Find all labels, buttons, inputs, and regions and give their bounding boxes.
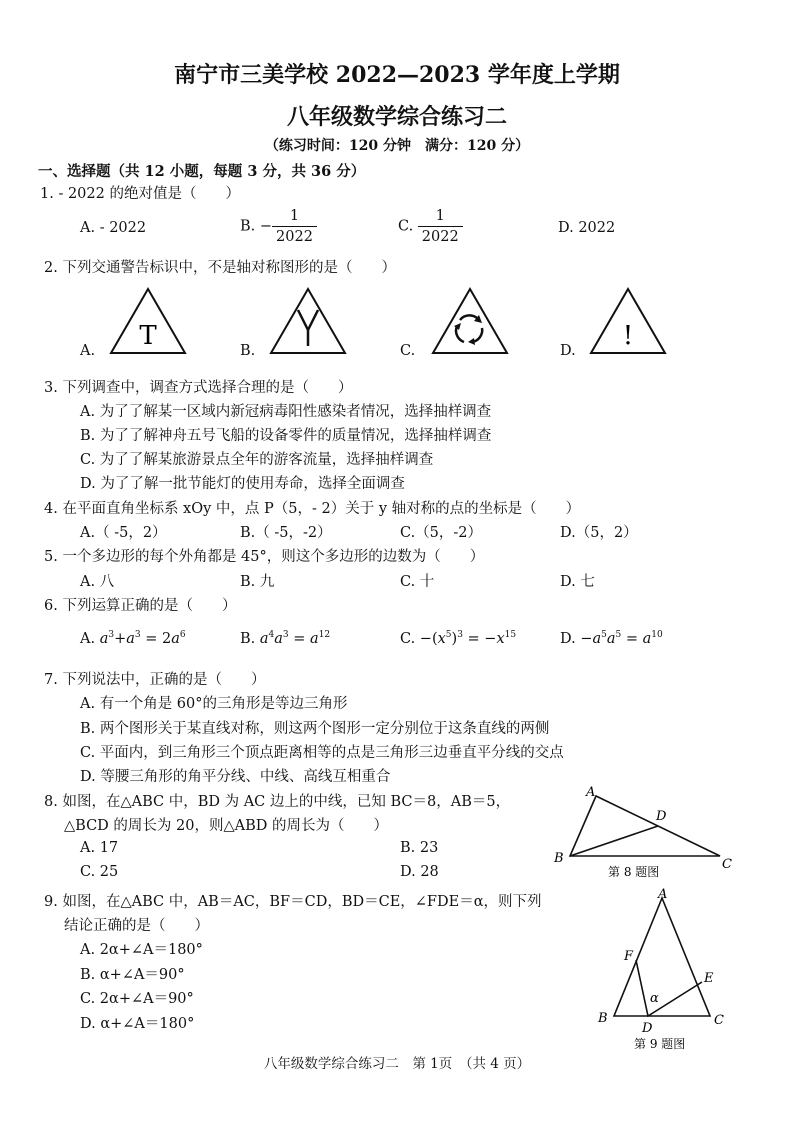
q8-option-a: A. 17: [80, 840, 119, 856]
svg-text:A: A: [658, 887, 668, 902]
q1-option-a: A. - 2022: [80, 220, 147, 236]
q4-option-c: C.（5，-2）: [400, 525, 483, 541]
svg-text:第 9 题图: 第 9 题图: [634, 1037, 686, 1051]
q3-option-d: D. 为了了解一批节能灯的使用寿命，选择全面调查: [80, 476, 405, 492]
q6-option-b: B. $a^4a^3 = a^{12}$: [240, 630, 331, 647]
svg-text:D: D: [656, 809, 667, 824]
q7-option-d: D. 等腰三角形的角平分线、中线、高线互相重合: [80, 769, 391, 785]
page-subtitle: 八年级数学综合练习二: [286, 104, 507, 130]
q6-stem: 6. 下列运算正确的是（ ）: [44, 598, 237, 614]
q2-option-d: D.: [560, 343, 576, 359]
warning-sign-roundabout-icon: [430, 286, 510, 356]
page-footer: 八年级数学综合练习二 第 1页 （共 4 页）: [263, 1056, 531, 1072]
svg-text:D: D: [642, 1021, 653, 1036]
svg-text:E: E: [704, 971, 714, 986]
svg-text:F: F: [624, 949, 634, 964]
svg-text:α: α: [650, 991, 659, 1006]
section-heading: 一、选择题（共 12 小题，每题 3 分，共 36 分）: [38, 163, 366, 180]
svg-text:C: C: [722, 857, 732, 872]
svg-text:!: !: [622, 321, 634, 351]
q9-stem-line1: 9. 如图，在△ABC 中，AB＝AC，BF＝CD，BD＝CE，∠FDE＝α，则下列: [44, 894, 542, 910]
q1-option-c: C. $\frac{1}{2022}$: [398, 206, 463, 247]
svg-text:T: T: [139, 321, 157, 351]
q3-option-c: C. 为了了解某旅游景点全年的游客流量，选择抽样调查: [80, 452, 434, 468]
q5-option-c: C. 十: [400, 574, 435, 590]
q9-option-a: A. 2α+∠A＝180°: [80, 942, 203, 958]
q2-option-a: A.: [80, 343, 96, 359]
q5-option-b: B. 九: [240, 574, 275, 590]
q3-option-a: A. 为了了解某一区域内新冠病毒阳性感染者情况，选择抽样调查: [80, 404, 492, 420]
svg-text:第 8 题图: 第 8 题图: [608, 865, 660, 879]
q8-option-b: B. 23: [400, 840, 439, 856]
q3-option-b: B. 为了了解神舟五号飞船的设备零件的质量情况，选择抽样调查: [80, 428, 492, 444]
svg-text:B: B: [598, 1011, 608, 1026]
q1-stem: 1. - 2022 的绝对值是（ ）: [40, 186, 240, 202]
q7-option-c: C. 平面内，到三角形三个顶点距离相等的点是三角形三边垂直平分线的交点: [80, 745, 564, 761]
svg-text:A: A: [586, 786, 596, 800]
warning-sign-exclamation-icon: [588, 286, 668, 356]
q8-stem-line1: 8. 如图，在△ABC 中，BD 为 AC 边上的中线，已知 BC＝8，AB＝5，: [44, 794, 511, 810]
svg-text:B: B: [554, 851, 564, 866]
q5-option-a: A. 八: [80, 574, 115, 590]
q7-option-b: B. 两个图形关于某直线对称，则这两个图形一定分别位于这条直线的两侧: [80, 721, 550, 737]
q7-stem: 7. 下列说法中，正确的是（ ）: [44, 672, 266, 688]
q9-option-b: B. α+∠A＝90°: [80, 967, 185, 983]
q6-option-d: D. $-a^5a^5 = a^{10}$: [560, 630, 663, 647]
svg-text:C: C: [714, 1013, 724, 1028]
q8-stem-line2: △BCD 的周长为 20，则△ABD 的周长为（ ）: [64, 818, 388, 834]
q8-option-d: D. 28: [400, 864, 439, 880]
exam-info: （练习时间：120 分钟 满分：120 分）: [264, 138, 530, 154]
q1-option-d: D. 2022: [558, 220, 616, 236]
q3-stem: 3. 下列调查中，调查方式选择合理的是（ ）: [44, 380, 353, 396]
q4-stem: 4. 在平面直角坐标系 xOy 中，点 P（5，- 2）关于 y 轴对称的点的坐标是（ ）: [44, 501, 581, 517]
q9-option-d: D. α+∠A＝180°: [80, 1016, 195, 1032]
q9-option-c: C. 2α+∠A＝90°: [80, 991, 194, 1007]
q5-stem: 5. 一个多边形的每个外角都是 45°，则这个多边形的边数为（ ）: [44, 549, 485, 565]
q4-option-d: D.（5，2）: [560, 525, 638, 541]
q8-option-c: C. 25: [80, 864, 119, 880]
q9-triangle-figure: [592, 884, 742, 1054]
warning-sign-y-junction-icon: [268, 286, 348, 356]
q8-triangle-figure: [548, 786, 738, 886]
q2-stem: 2. 下列交通警告标识中，不是轴对称图形的是（ ）: [44, 260, 396, 276]
page-title: 南宁市三美学校 2022—2023 学年度上学期: [174, 62, 620, 88]
warning-sign-t-icon: [108, 286, 188, 356]
q6-option-c: C. $-(x^5)^3 = -x^{15}$: [400, 630, 517, 647]
q9-stem-line2: 结论正确的是（ ）: [64, 918, 209, 934]
q4-option-b: B.（ -5，-2）: [240, 525, 332, 541]
q7-option-a: A. 有一个角是 60°的三角形是等边三角形: [80, 696, 348, 712]
q4-option-a: A.（ -5，2）: [80, 525, 167, 541]
q2-option-b: B.: [240, 343, 256, 359]
q5-option-d: D. 七: [560, 574, 595, 590]
q2-option-c: C.: [400, 343, 416, 359]
q6-option-a: A. $a^3+a^3 = 2a^6$: [80, 630, 186, 647]
q1-option-b: B. − $\frac{1}{2022}$: [240, 206, 317, 247]
